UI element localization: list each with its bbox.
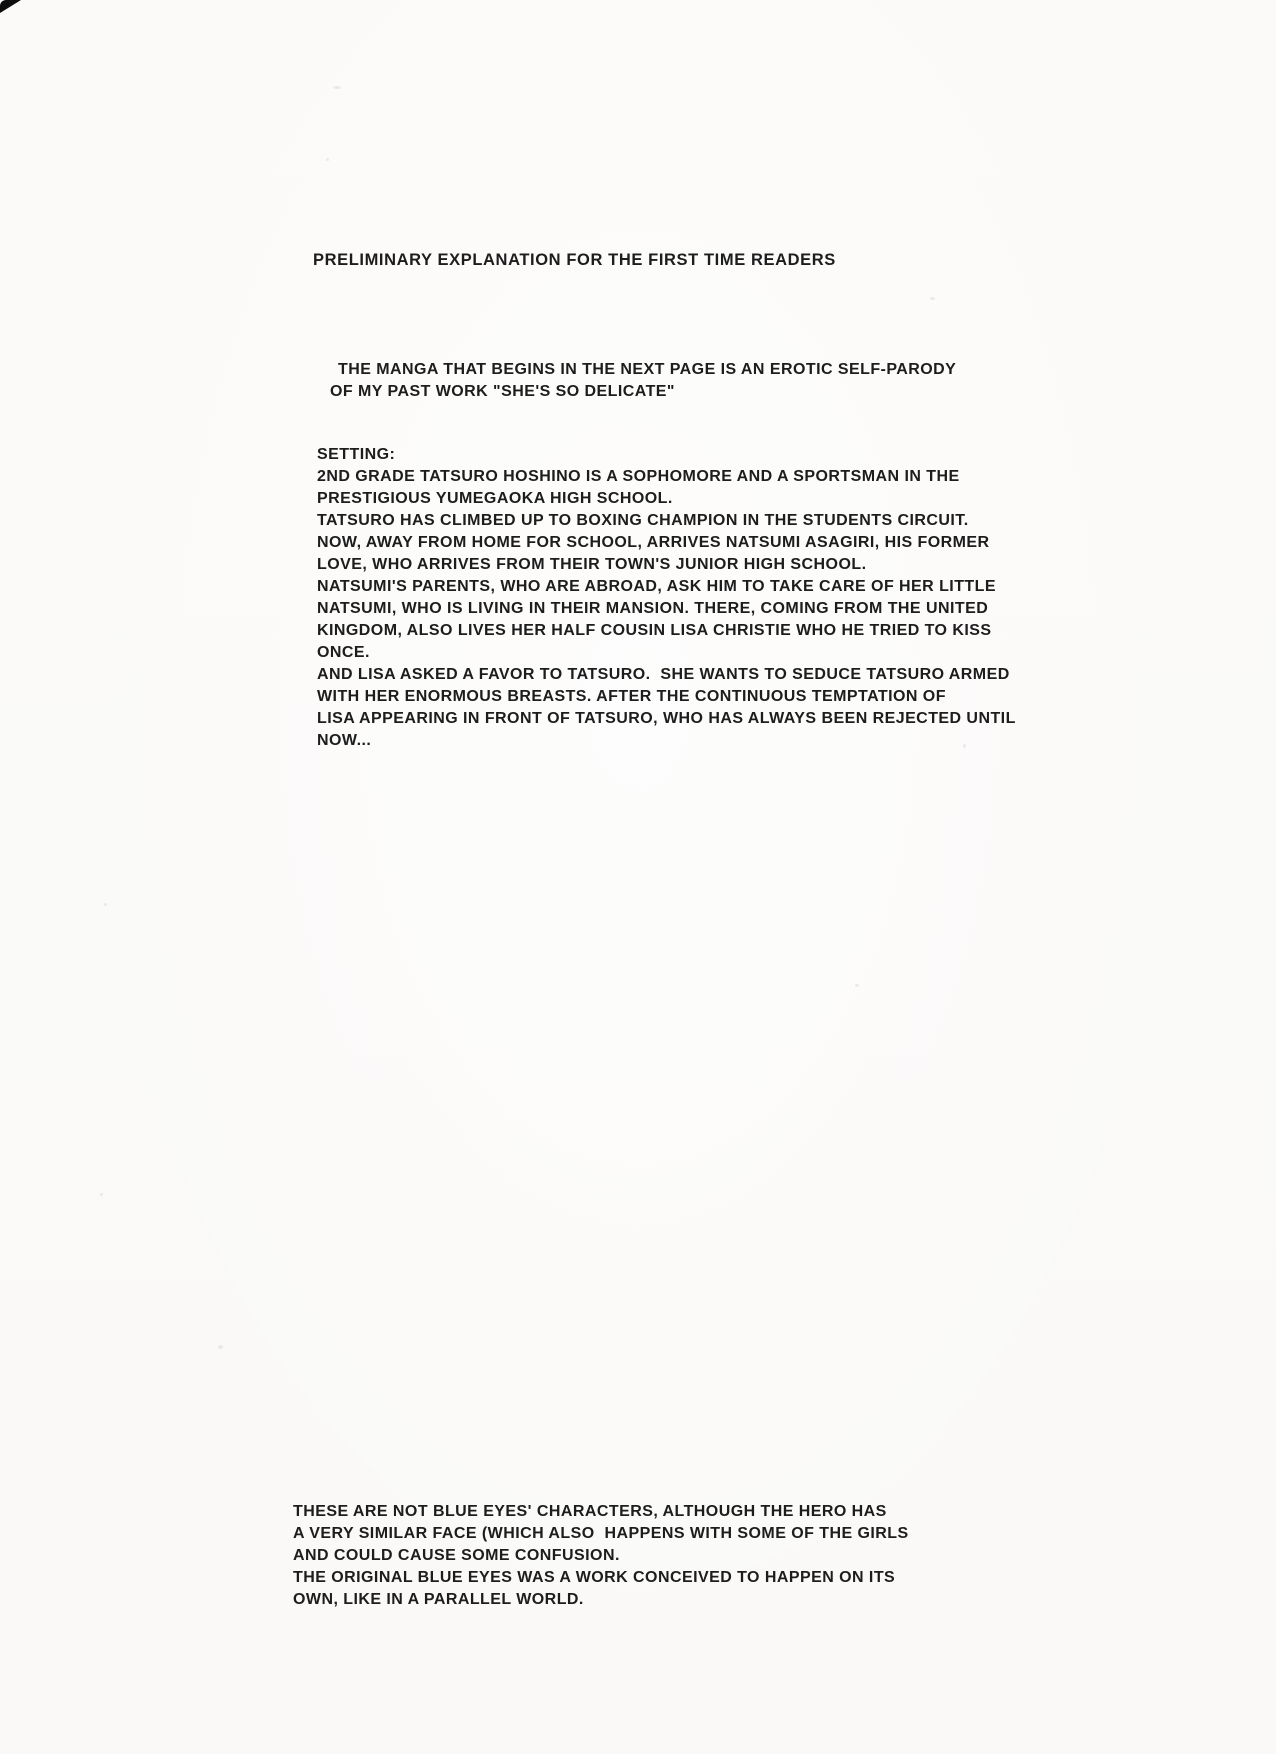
scan-speck bbox=[104, 903, 107, 906]
setting-line: ONCE. bbox=[317, 644, 370, 661]
setting-line: NOW, AWAY FROM HOME FOR SCHOOL, ARRIVES NATSUMI ASAGIRI, HIS FORMER bbox=[317, 534, 990, 551]
intro-line: OF MY PAST WORK "SHE'S SO DELICATE" bbox=[330, 383, 675, 400]
scan-speck bbox=[218, 1345, 223, 1349]
scan-speck bbox=[598, 716, 602, 719]
setting-line: 2ND GRADE TATSURO HOSHINO IS A SOPHOMORE AND A SPORTSMAN IN THE bbox=[317, 468, 960, 485]
setting-line: WITH HER ENORMOUS BREASTS. AFTER THE CONTINUOUS TEMPTATION OF bbox=[317, 688, 946, 705]
setting-paragraph bbox=[317, 444, 1016, 752]
setting-line: NATSUMI, WHO IS LIVING IN THEIR MANSION. THERE, COMING FROM THE UNITED bbox=[317, 600, 989, 617]
scan-corner-mark bbox=[0, 0, 21, 13]
footnote-line: THE ORIGINAL BLUE EYES WAS A WORK CONCEIVED TO HAPPEN ON ITS bbox=[293, 1569, 896, 1586]
intro-paragraph bbox=[330, 359, 956, 403]
footnote-paragraph bbox=[293, 1501, 909, 1611]
scan-speck bbox=[326, 158, 329, 161]
setting-line: NATSUMI'S PARENTS, WHO ARE ABROAD, ASK HIM TO TAKE CARE OF HER LITTLE bbox=[317, 578, 996, 595]
scan-speck bbox=[333, 86, 341, 89]
setting-line: LOVE, WHO ARRIVES FROM THEIR TOWN'S JUNIOR HIGH SCHOOL. bbox=[317, 556, 867, 573]
footnote-line: AND COULD CAUSE SOME CONFUSION. bbox=[293, 1547, 620, 1564]
setting-line: LISA APPEARING IN FRONT OF TATSURO, WHO HAS ALWAYS BEEN REJECTED UNTIL bbox=[317, 710, 1016, 727]
setting-line: KINGDOM, ALSO LIVES HER HALF COUSIN LISA CHRISTIE WHO HE TRIED TO KISS bbox=[317, 622, 992, 639]
setting-line: AND LISA ASKED A FAVOR TO TATSURO. SHE WANTS TO SEDUCE TATSURO ARMED bbox=[317, 666, 1010, 683]
setting-heading: SETTING: bbox=[317, 446, 396, 463]
setting-line: TATSURO HAS CLIMBED UP TO BOXING CHAMPION IN THE STUDENTS CIRCUIT. bbox=[317, 512, 969, 529]
scan-speck bbox=[930, 297, 935, 300]
footnote-line: OWN, LIKE IN A PARALLEL WORLD. bbox=[293, 1591, 584, 1608]
setting-line: PRESTIGIOUS YUMEGAOKA HIGH SCHOOL. bbox=[317, 490, 673, 507]
footnote-line: A VERY SIMILAR FACE (WHICH ALSO HAPPENS WITH SOME OF THE GIRLS bbox=[293, 1525, 909, 1542]
scan-speck bbox=[963, 744, 966, 748]
intro-line: THE MANGA THAT BEGINS IN THE NEXT PAGE IS AN EROTIC SELF-PARODY bbox=[338, 361, 957, 378]
footnote-line: THESE ARE NOT BLUE EYES' CHARACTERS, ALTHOUGH THE HERO HAS bbox=[293, 1503, 887, 1520]
setting-line: NOW... bbox=[317, 732, 372, 749]
page-title: PRELIMINARY EXPLANATION FOR THE FIRST TIME READERS bbox=[313, 251, 836, 269]
scan-speck bbox=[855, 984, 859, 987]
scan-speck bbox=[100, 1193, 103, 1196]
